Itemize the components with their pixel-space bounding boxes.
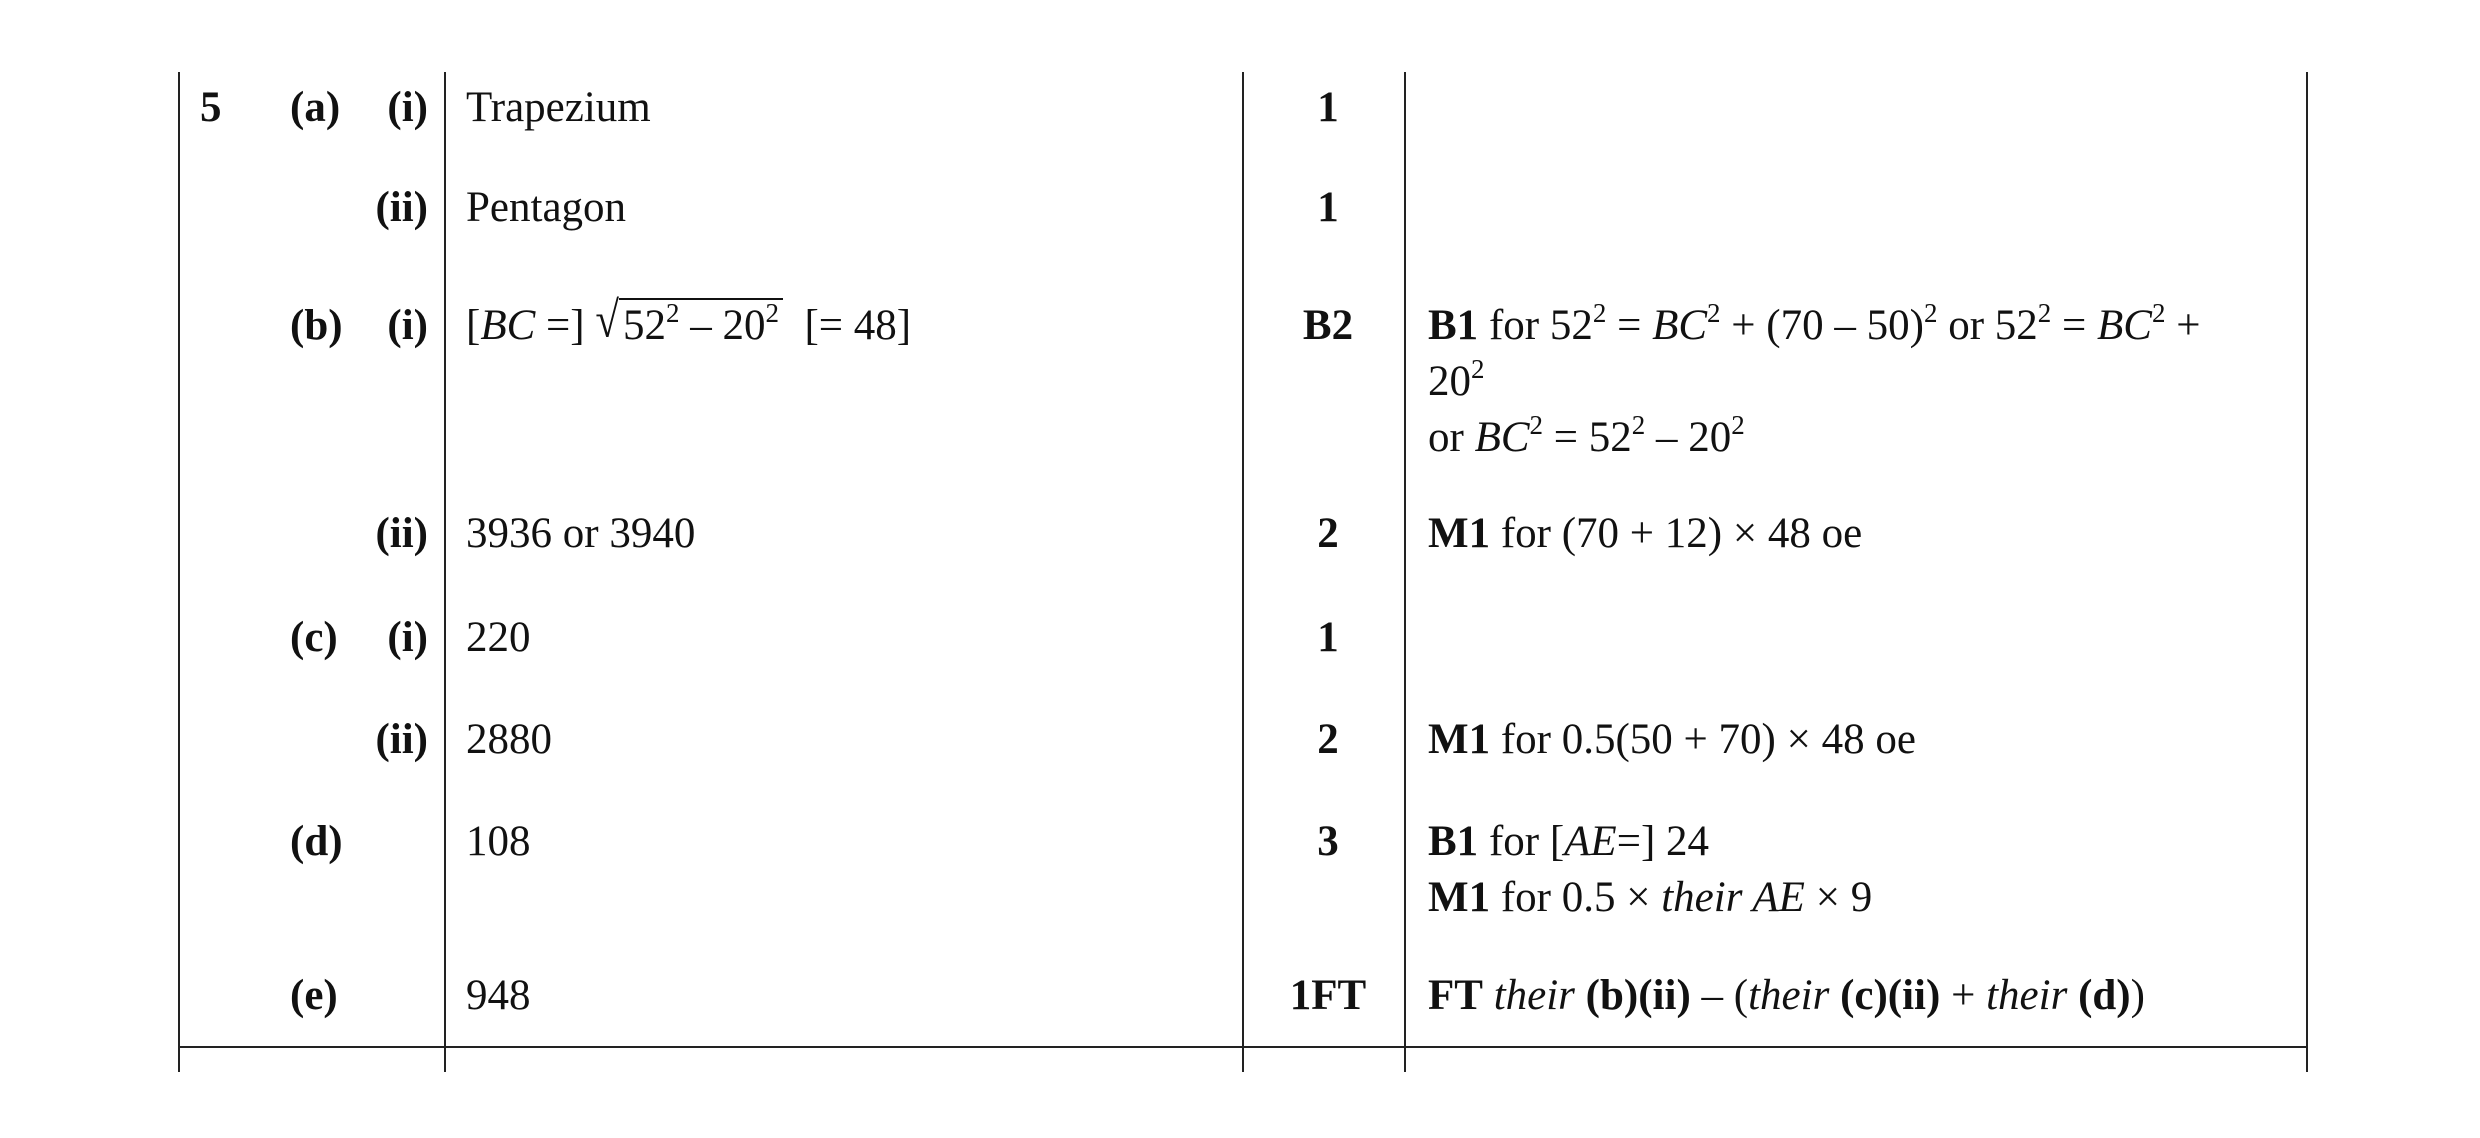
answer: 3936 or 3940 [466, 510, 696, 557]
answer-equals: =] [535, 302, 585, 349]
answer-result: [= 48] [804, 302, 912, 349]
answer: Trapezium [466, 84, 651, 131]
answer-formula [466, 292, 912, 354]
mark: 1 [1317, 184, 1339, 231]
radicand [619, 298, 783, 348]
exponent: 2 [765, 298, 779, 328]
guidance [1428, 968, 2145, 1024]
mark-code: M1 [1428, 716, 1491, 763]
guidance-text: for 52 [1478, 302, 1593, 349]
guidance [1428, 506, 1862, 562]
subpart-label: (ii) [375, 184, 428, 231]
guidance-line-1 [1428, 298, 2201, 354]
answer-variable: BC [480, 302, 536, 349]
radical-sign: √ [595, 292, 619, 349]
guidance-text: for [ [1478, 818, 1565, 865]
exponent: 2 [1707, 298, 1721, 328]
subpart-label: (i) [387, 84, 428, 131]
answer-bracket-open: [ [466, 302, 481, 349]
mark: 1FT [1289, 972, 1367, 1019]
subpart-label: (ii) [375, 716, 428, 763]
subpart-label: (ii) [375, 510, 428, 557]
part-label: (b) [290, 302, 343, 349]
mark-code: M1 [1428, 874, 1491, 921]
square-root [595, 292, 783, 354]
mark-code: M1 [1428, 510, 1491, 557]
guidance-reference: (d) [2078, 972, 2131, 1019]
answer: Pentagon [466, 184, 627, 231]
guidance-reference: (b)(ii) [1585, 972, 1691, 1019]
guidance-text: ) [2130, 972, 2145, 1019]
radicand-term-b: 20 [722, 302, 766, 349]
mark: 3 [1317, 818, 1339, 865]
mark-code: FT [1428, 972, 1483, 1019]
guidance-text: + [1940, 972, 1987, 1019]
part-label: (e) [290, 972, 338, 1019]
guidance-variable: their AE [1661, 874, 1805, 921]
guidance-text: for 0.5 × [1490, 874, 1662, 921]
guidance-text: for 0.5(50 + 70) × 48 oe [1490, 716, 1916, 763]
mark: 2 [1317, 510, 1339, 557]
guidance-text: = [1606, 302, 1653, 349]
guidance-text: = 52 [1543, 414, 1632, 461]
guidance-their: their [1493, 972, 1575, 1019]
answer: 108 [466, 818, 531, 865]
guidance-their: their [1986, 972, 2068, 1019]
exponent: 2 [665, 298, 680, 328]
exponent: 2 [1731, 410, 1745, 440]
mark: 1 [1317, 614, 1339, 661]
exponent: 2 [2037, 298, 2052, 328]
part-label: (c) [290, 614, 338, 661]
exponent: 2 [1923, 298, 1938, 328]
guidance-variable: AE [1564, 818, 1617, 865]
guidance-their: their [1748, 972, 1830, 1019]
answer: 2880 [466, 716, 552, 763]
guidance-text: = [2051, 302, 2098, 349]
mark-code: B1 [1428, 818, 1479, 865]
guidance-reference: (c)(ii) [1840, 972, 1941, 1019]
guidance-text: × 9 [1804, 874, 1873, 921]
subpart-label: (i) [387, 302, 428, 349]
part-label: (d) [290, 818, 343, 865]
table-border-left [178, 72, 180, 1072]
radicand-term-a: 52 [622, 302, 666, 349]
guidance-text: =] 24 [1616, 818, 1710, 865]
exponent: 2 [1592, 298, 1607, 328]
guidance [1428, 712, 1916, 768]
column-divider-marks [1242, 72, 1244, 1072]
guidance-text: or [1428, 414, 1475, 461]
mark: 1 [1317, 84, 1339, 131]
answer: 948 [466, 972, 531, 1019]
guidance-line-1 [1428, 814, 1709, 870]
minus-sign: – [679, 302, 723, 349]
guidance-variable: BC [1652, 302, 1708, 349]
table-bottom-border [178, 1046, 2306, 1048]
question-number: 5 [200, 84, 222, 131]
part-label: (a) [290, 84, 341, 131]
guidance-text: – 20 [1645, 414, 1732, 461]
mark: 2 [1317, 716, 1339, 763]
guidance-variable: BC [2097, 302, 2152, 349]
exponent: 2 [2151, 298, 2166, 328]
mark-code: B1 [1428, 302, 1479, 349]
column-divider-answer [444, 72, 446, 1072]
guidance-text: + (70 – 50) [1720, 302, 1924, 349]
guidance-line-2 [1428, 354, 1485, 410]
exponent: 2 [1471, 354, 1485, 384]
mark: B2 [1302, 302, 1354, 349]
table-border-right [2306, 72, 2308, 1072]
guidance-line-2 [1428, 870, 1872, 926]
guidance-text: for (70 + 12) × 48 oe [1490, 510, 1863, 557]
guidance-line-3 [1428, 410, 1745, 466]
answer: 220 [466, 614, 531, 661]
guidance-text: – ( [1690, 972, 1749, 1019]
guidance-variable: BC [1474, 414, 1530, 461]
exponent: 2 [1529, 410, 1544, 440]
subpart-label: (i) [387, 614, 428, 661]
guidance-text: 20 [1428, 358, 1471, 405]
guidance-text: + [2165, 302, 2201, 349]
exponent: 2 [1631, 410, 1646, 440]
guidance-text: or 52 [1937, 302, 2038, 349]
